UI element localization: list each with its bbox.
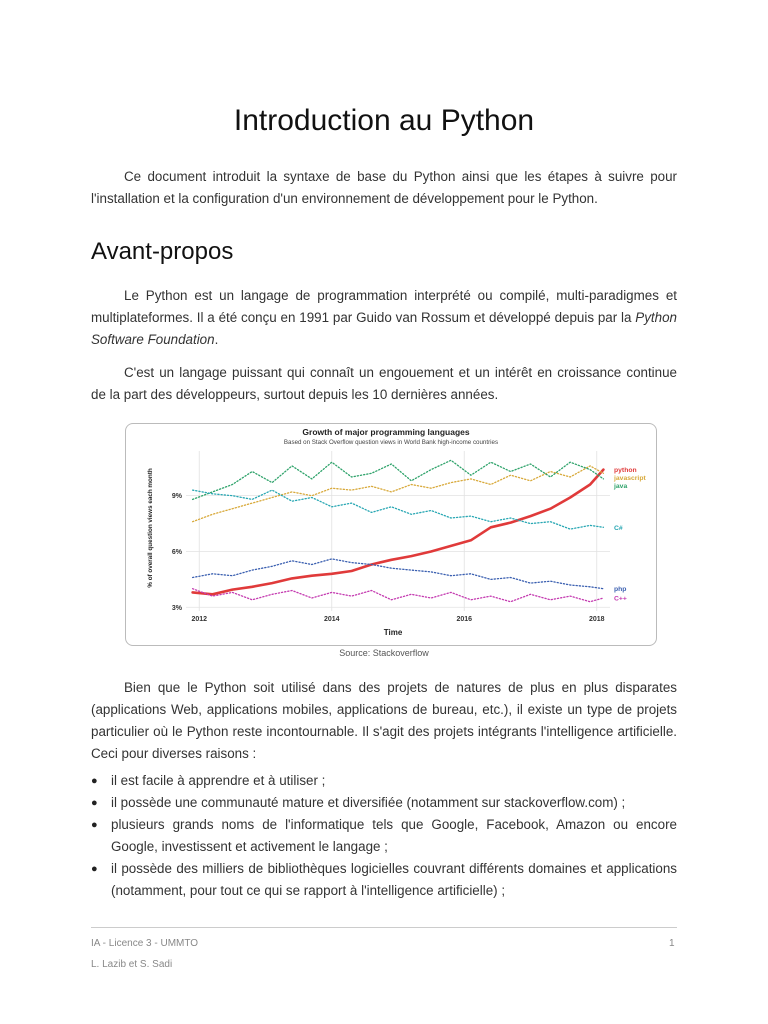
series-label: C++: [614, 595, 627, 603]
list-item: [91, 858, 677, 902]
series-label: java: [614, 483, 628, 491]
series-label: php: [614, 586, 627, 594]
y-tick-label: 3%: [171, 604, 182, 612]
x-tick-label: 2018: [588, 616, 605, 623]
list-item: [91, 814, 677, 858]
chart-subtitle: Based on Stack Overflow question views in World Bank high-income countries: [283, 439, 499, 446]
x-tick-label: 2012: [191, 616, 208, 623]
section-title: Avant-propos: [91, 238, 234, 265]
document-title: Introduction au Python: [233, 104, 535, 137]
chart-x-axis-label: Time: [383, 628, 403, 637]
bullet-icon: ●: [91, 775, 98, 787]
list-item: [91, 770, 677, 792]
series-label: C#: [614, 524, 623, 532]
bullet-icon: ●: [91, 863, 98, 875]
list-item-text: il possède une communauté mature et diversifiée (notamment sur stackoverflow.com) ;: [111, 795, 626, 810]
footer-course: IA - Licence 3 - UMMTO: [91, 938, 199, 949]
chart-frame: [125, 423, 657, 646]
series-label: python: [614, 467, 637, 475]
bullet-icon: ●: [91, 819, 98, 831]
para1-end: .: [214, 332, 219, 347]
chart-series-labels: [613, 467, 646, 602]
footer-divider: [91, 927, 677, 928]
paragraph-ai-projects: Bien que le Python soit utilisé dans des projets de natures de plus en plus disparates (applications Web, applications mobiles, applications de bureau, etc.), il existe un type de projets particulier où le Python reste incontournable. Il s'agit des projets intégrants l'intelligence artificielle. Ceci pour diverses raisons :: [91, 680, 677, 761]
chart-y-axis-label: % of overall question views each month: [147, 468, 154, 588]
growth-chart: [126, 424, 656, 645]
list-item: [91, 792, 677, 814]
footer-authors: L. Lazib et S. Sadi: [91, 959, 173, 970]
chart-caption: Source: Stackoverflow: [339, 648, 429, 658]
python-software-foundation: Python Software Foundation: [91, 310, 677, 347]
paragraph-python-definition: [91, 285, 677, 351]
list-item-text: il est facile à apprendre et à utiliser ;: [111, 773, 326, 788]
y-tick-label: 6%: [171, 548, 182, 556]
list-item-text: plusieurs grands noms de l'informatique tels que Google, Facebook, Amazon ou encore Google, investissent et activement le langage ;: [111, 817, 677, 854]
x-tick-label: 2014: [323, 616, 340, 623]
series-label: javascript: [614, 475, 646, 483]
x-tick-label: 2016: [456, 616, 473, 623]
chart-title: Growth of major programming languages: [302, 427, 470, 437]
list-item-text: il possède des milliers de bibliothèques logicielles couvrant différents domaines et applications (notamment, pour tout ce qui se rapport à l'intelligence artificielle) ;: [111, 861, 677, 898]
paragraph-popularity: C'est un langage puissant qui connaît un engouement et un intérêt en croissance continue de la part des développeurs, surtout depuis les 10 dernières années.: [91, 365, 677, 402]
reasons-list: [91, 770, 677, 902]
page-number: 1: [669, 938, 675, 949]
bullet-icon: ●: [91, 797, 98, 809]
y-tick-label: 9%: [171, 493, 182, 501]
intro-paragraph: Ce document introduit la syntaxe de base du Python ainsi que les étapes à suivre pour l'installation et la configuration d'un environnement de développement pour le Python.: [91, 169, 677, 206]
para1-text: Le Python est un langage de programmation interprété ou compilé, multi-paradigmes et multiplateformes. Il a été conçu en 1991 par Guido van Rossum et développé depuis par la: [91, 288, 677, 325]
